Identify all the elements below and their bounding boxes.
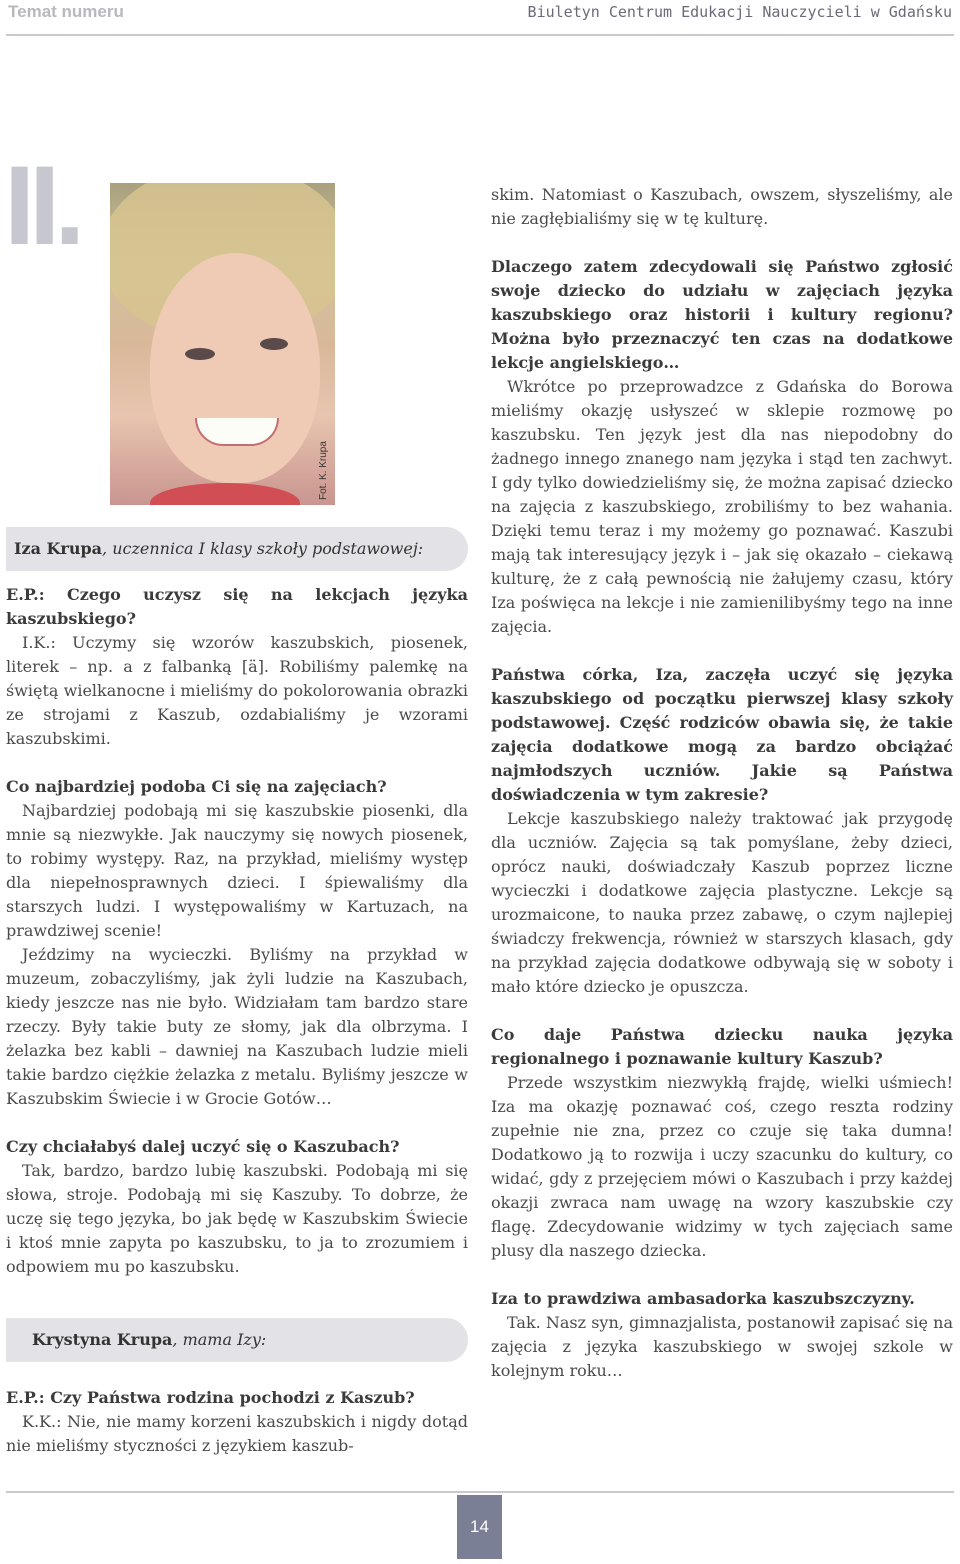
interview-answer: Wkrótce po przeprowadzce z Gdańska do Borowa mieliśmy okazję usłyszeć w sklepie rozmowę po kaszubsku. Ten język jest dla nas niepodobny do żadnego innego znanego nam języka i stąd ten zachwyt. I gdy tylko dowiedzieliśmy się, że można zapisać dziecko na zajęcia z kaszubskiego, zrobiliśmy to bez wahania. Dzięki temu teraz i my możemy go poznawać. Kaszubi mają tak interesujący język i – jak się okazało – ciekawą kulturę, że z całą pewnością nie żałujemy czasu, który Iza poświęca na lekcje i nie zamienilibyśmy tego na inne zajęcia.: [491, 377, 953, 636]
spacer: [491, 999, 953, 1023]
spacer: [6, 751, 468, 775]
spacer: [491, 231, 953, 255]
interview-question: Czy chciałabyś dalej uczyć się o Kaszubach?: [6, 1137, 400, 1156]
spacer: [491, 1263, 953, 1287]
spacer: [491, 639, 953, 663]
interview-answer: Tak. Nasz syn, gimnazjalista, postanowił zapisać się na zajęcia z języka kaszubskiego w swojej szkole w kolejnym roku…: [491, 1313, 953, 1380]
left-column-continued: [6, 1386, 468, 1458]
interview-answer: Jeździmy na wycieczki. Byliśmy na przykład w muzeum, zobaczyliśmy, jak żyli ludzie na Kaszubach, kiedy jeszcze nas nie było. Widziałam tam bardzo stare rzeczy. Były takie buty ze słomy, jak dla olbrzyma. I żelazka bez kabli – dawniej na Kaszubach ludzie mieli takie bardzo ciężkie żelazka z metalu. Byliśmy jeszcze w Kaszubskim Świecie i w Grocie Gotów…: [6, 945, 468, 1108]
interview-question: E.P.: Czy Państwa rodzina pochodzi z Kaszub?: [6, 1388, 415, 1407]
interview-question: E.P.: Czego uczysz się na lekcjach języka kaszubskiego?: [6, 585, 468, 628]
interview-answer: Tak, bardzo, bardzo lubię kaszubski. Podobają mi się słowa, stroje. Podobają mi się Kaszuby. To dobrze, że uczę się tego języka, bo jak będę w Kaszubskim Świecie i ktoś mnie zapyta po kaszubsku, to ja to zrozumiem i odpowiem mu po kaszubsku.: [6, 1161, 468, 1276]
section-numeral: II.: [4, 143, 80, 268]
interview-question: Dlaczego zatem zdecydowali się Państwo zgłosić swoje dziecko do udziału w zajęciach języka kaszubskiego oraz historii i kultury regionu? Można było przeznaczyć ten czas na dodatkowe lekcje angielskiego…: [491, 257, 953, 372]
left-column: [6, 583, 468, 1279]
interview-question: Iza to prawdziwa ambasadorka kaszubszczyzny.: [491, 1289, 915, 1308]
photo-credit: Fot. K. Krupa: [318, 441, 329, 500]
interview-question: Państwa córka, Iza, zaczęła uczyć się języka kaszubskiego od początku pierwszej klasy szkoły podstawowej. Część rodziców obawia się, że takie zajęcia dodatkowe mogą za bardzo obciążać najmłodszych uczniów. Jakie są Państwa doświadczenia w tym zakresie?: [491, 665, 953, 804]
spacer: [6, 1111, 468, 1135]
publication-title: Biuletyn Centrum Edukacji Nauczycieli w Gdańsku: [527, 3, 952, 21]
interviewee-banner-student: [6, 527, 468, 571]
page-number: 14: [457, 1495, 502, 1559]
interview-answer: K.K.: Nie, nie mamy korzeni kaszubskich i nigdy dotąd nie mieliśmy styczności z językiem kaszub-: [6, 1412, 468, 1455]
interview-answer: Przede wszystkim niezwykłą frajdę, wielki uśmiech! Iza ma okazję poznawać coś, czego reszta rodziny zupełnie nie zna, przez co czuje się taka dumna! Dodatkowo ją to rozwija i uczy szacunku do kultury, co widać, gdy z przejęciem mówi o Kaszubach i przy każdej okazji zwraca nam uwagę na wzory kaszubskie czy flagę. Zdecydowanie widzimy w tych zajęciach same plusy dla naszego dziecka.: [491, 1073, 953, 1260]
banner-mother-name: Krystyna Krupa: [32, 1330, 173, 1349]
interviewee-banner-mother: [6, 1318, 468, 1362]
interview-answer: I.K.: Uczymy się wzorów kaszubskich, piosenek, literek – np. a z falbanką [ä]. Robiliśmy palemkę na świętą wielkanocne i mieliśmy do pokolorowania obrazki ze strojami z Kaszub, ozdabialiśmy je wzorami kaszubskimi.: [6, 633, 468, 748]
banner-mother-role: , mama Izy:: [172, 1330, 267, 1349]
student-photo: [110, 183, 335, 505]
right-column: [491, 183, 953, 1383]
banner-student-name: Iza Krupa: [14, 539, 103, 558]
section-label: Temat numeru: [8, 2, 124, 21]
header-divider: [6, 34, 954, 36]
interview-answer: Najbardziej podobają mi się kaszubskie piosenki, dla mnie są niezwykłe. Jak nauczymy się nowych piosenek, to robimy występy. Raz, na przykład, mieliśmy występ dla niepełnosprawnych dzieci. I śpiewaliśmy dla starszych ludzi. I występowaliśmy w Kartuzach, na prawdziwej scenie!: [6, 801, 468, 940]
interview-answer: skim. Natomiast o Kaszubach, owszem, słyszeliśmy, ale nie zagłębialiśmy się w tę kulturę.: [491, 185, 953, 228]
footer-divider: [6, 1491, 954, 1493]
interview-answer: Lekcje kaszubskiego należy traktować jak przygodę dla uczniów. Zajęcia są tak pomyślane, żeby dzieci, oprócz nauki, doświadczały Kaszub poprzez liczne wycieczki i dodatkowe zajęcia plastyczne. Lekcje są urozmaicone, to nauka przez zabawę, o czym najlepiej świadczy frekwencja, również w starszych klasach, gdy na przykład zajęcia dodatkowe odbywają się w soboty i mało które dziecko je opuszcza.: [491, 809, 953, 996]
interview-question: Co daje Państwa dziecku nauka języka regionalnego i poznawanie kultury Kaszub?: [491, 1025, 953, 1068]
banner-student-role: , uczennica I klasy szkoły podstawowej:: [102, 539, 424, 558]
interview-question: Co najbardziej podoba Ci się na zajęciach?: [6, 777, 387, 796]
